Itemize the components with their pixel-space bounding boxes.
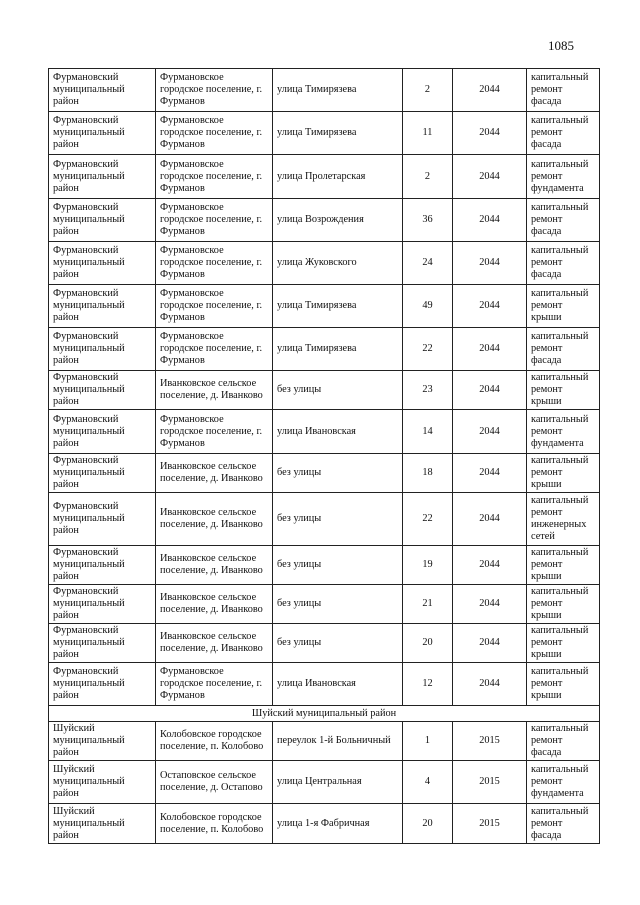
street-cell: без улицы [273, 546, 403, 585]
house-number-cell: 22 [403, 328, 453, 371]
year-cell: 2044 [453, 410, 527, 454]
year-cell: 2044 [453, 371, 527, 410]
district-cell: Шуйский муниципальный район [49, 722, 156, 761]
work-type-cell: капитальный ремонт фасада [527, 199, 600, 242]
street-cell: без улицы [273, 371, 403, 410]
table-row [49, 112, 600, 155]
settlement-cell: Иванковское сельское поселение, д. Иванково [156, 624, 273, 663]
district-cell: Фурмановский муниципальный район [49, 663, 156, 706]
street-cell: улица Тимирязева [273, 285, 403, 328]
year-cell: 2044 [453, 546, 527, 585]
district-cell: Фурмановский муниципальный район [49, 624, 156, 663]
house-number-cell: 4 [403, 761, 453, 804]
year-cell: 2044 [453, 663, 527, 706]
table-row [49, 328, 600, 371]
repair-schedule-table [48, 68, 600, 844]
street-cell: улица Центральная [273, 761, 403, 804]
house-number-cell: 36 [403, 199, 453, 242]
year-cell: 2015 [453, 722, 527, 761]
house-number-cell: 2 [403, 155, 453, 199]
settlement-cell: Иванковское сельское поселение, д. Иванково [156, 546, 273, 585]
year-cell: 2044 [453, 155, 527, 199]
settlement-cell: Фурмановское городское поселение, г. Фурманов [156, 328, 273, 371]
settlement-cell: Иванковское сельское поселение, д. Иванково [156, 454, 273, 493]
street-cell: улица Жуковского [273, 242, 403, 285]
district-cell: Фурмановский муниципальный район [49, 155, 156, 199]
settlement-cell: Фурмановское городское поселение, г. Фурманов [156, 242, 273, 285]
year-cell: 2015 [453, 804, 527, 844]
year-cell: 2044 [453, 585, 527, 624]
work-type-cell: капитальный ремонт фасада [527, 242, 600, 285]
work-type-cell: капитальный ремонт крыши [527, 285, 600, 328]
house-number-cell: 49 [403, 285, 453, 328]
year-cell: 2044 [453, 624, 527, 663]
work-type-cell: капитальный ремонт крыши [527, 585, 600, 624]
work-type-cell: капитальный ремонт фасада [527, 804, 600, 844]
district-cell: Фурмановский муниципальный район [49, 199, 156, 242]
district-cell: Фурмановский муниципальный район [49, 242, 156, 285]
street-cell: без улицы [273, 624, 403, 663]
house-number-cell: 23 [403, 371, 453, 410]
house-number-cell: 12 [403, 663, 453, 706]
settlement-cell: Остаповское сельское поселение, д. Остапово [156, 761, 273, 804]
district-cell: Фурмановский муниципальный район [49, 454, 156, 493]
street-cell: улица Возрождения [273, 199, 403, 242]
year-cell: 2044 [453, 112, 527, 155]
work-type-cell: капитальный ремонт фундамента [527, 155, 600, 199]
house-number-cell: 2 [403, 69, 453, 112]
district-cell: Шуйский муниципальный район [49, 761, 156, 804]
section-row [49, 706, 600, 722]
table-row [49, 663, 600, 706]
table-row [49, 155, 600, 199]
work-type-cell: капитальный ремонт крыши [527, 454, 600, 493]
street-cell: без улицы [273, 585, 403, 624]
work-type-cell: капитальный ремонт крыши [527, 546, 600, 585]
street-cell: улица Тимирязева [273, 69, 403, 112]
district-cell: Фурмановский муниципальный район [49, 546, 156, 585]
settlement-cell: Фурмановское городское поселение, г. Фурманов [156, 663, 273, 706]
district-cell: Фурмановский муниципальный район [49, 585, 156, 624]
work-type-cell: капитальный ремонт фасада [527, 722, 600, 761]
house-number-cell: 20 [403, 624, 453, 663]
year-cell: 2044 [453, 242, 527, 285]
settlement-cell: Фурмановское городское поселение, г. Фурманов [156, 285, 273, 328]
table-row [49, 242, 600, 285]
district-cell: Фурмановский муниципальный район [49, 112, 156, 155]
year-cell: 2044 [453, 493, 527, 546]
settlement-cell: Колобовское городское поселение, п. Колобово [156, 804, 273, 844]
house-number-cell: 22 [403, 493, 453, 546]
street-cell: улица Ивановская [273, 410, 403, 454]
settlement-cell: Фурмановское городское поселение, г. Фурманов [156, 69, 273, 112]
table-row [49, 69, 600, 112]
year-cell: 2044 [453, 285, 527, 328]
district-cell: Фурмановский муниципальный район [49, 493, 156, 546]
year-cell: 2044 [453, 199, 527, 242]
district-cell: Фурмановский муниципальный район [49, 410, 156, 454]
table-row [49, 624, 600, 663]
street-cell: улица Ивановская [273, 663, 403, 706]
work-type-cell: капитальный ремонт инженерных сетей [527, 493, 600, 546]
table-body [49, 69, 600, 844]
house-number-cell: 21 [403, 585, 453, 624]
house-number-cell: 20 [403, 804, 453, 844]
district-cell: Фурмановский муниципальный район [49, 328, 156, 371]
street-cell: улица 1-я Фабричная [273, 804, 403, 844]
house-number-cell: 11 [403, 112, 453, 155]
district-cell: Фурмановский муниципальный район [49, 69, 156, 112]
settlement-cell: Фурмановское городское поселение, г. Фурманов [156, 199, 273, 242]
settlement-cell: Фурмановское городское поселение, г. Фурманов [156, 410, 273, 454]
street-cell: улица Тимирязева [273, 112, 403, 155]
work-type-cell: капитальный ремонт фундамента [527, 761, 600, 804]
work-type-cell: капитальный ремонт крыши [527, 371, 600, 410]
house-number-cell: 18 [403, 454, 453, 493]
table-row [49, 285, 600, 328]
settlement-cell: Иванковское сельское поселение, д. Иванково [156, 371, 273, 410]
house-number-cell: 24 [403, 242, 453, 285]
street-cell: без улицы [273, 454, 403, 493]
district-cell: Фурмановский муниципальный район [49, 285, 156, 328]
work-type-cell: капитальный ремонт фундамента [527, 410, 600, 454]
section-title: Шуйский муниципальный район [49, 706, 600, 722]
year-cell: 2044 [453, 328, 527, 371]
work-type-cell: капитальный ремонт фасада [527, 328, 600, 371]
work-type-cell: капитальный ремонт крыши [527, 624, 600, 663]
table-row [49, 722, 600, 761]
work-type-cell: капитальный ремонт крыши [527, 663, 600, 706]
street-cell: без улицы [273, 493, 403, 546]
table-row [49, 761, 600, 804]
work-type-cell: капитальный ремонт фасада [527, 69, 600, 112]
street-cell: улица Пролетарская [273, 155, 403, 199]
district-cell: Шуйский муниципальный район [49, 804, 156, 844]
year-cell: 2015 [453, 761, 527, 804]
year-cell: 2044 [453, 454, 527, 493]
table-row [49, 199, 600, 242]
year-cell: 2044 [453, 69, 527, 112]
settlement-cell: Колобовское городское поселение, п. Колобово [156, 722, 273, 761]
street-cell: улица Тимирязева [273, 328, 403, 371]
settlement-cell: Фурмановское городское поселение, г. Фурманов [156, 155, 273, 199]
page-number: 1085 [548, 38, 574, 53]
district-cell: Фурмановский муниципальный район [49, 371, 156, 410]
table-row [49, 493, 600, 546]
house-number-cell: 1 [403, 722, 453, 761]
table-row [49, 546, 600, 585]
work-type-cell: капитальный ремонт фасада [527, 112, 600, 155]
house-number-cell: 19 [403, 546, 453, 585]
table-row [49, 585, 600, 624]
settlement-cell: Фурмановское городское поселение, г. Фурманов [156, 112, 273, 155]
settlement-cell: Иванковское сельское поселение, д. Иванково [156, 493, 273, 546]
table-row [49, 410, 600, 454]
house-number-cell: 14 [403, 410, 453, 454]
table-row [49, 804, 600, 844]
street-cell: переулок 1-й Больничный [273, 722, 403, 761]
table-row [49, 371, 600, 410]
table-row [49, 454, 600, 493]
settlement-cell: Иванковское сельское поселение, д. Иванково [156, 585, 273, 624]
